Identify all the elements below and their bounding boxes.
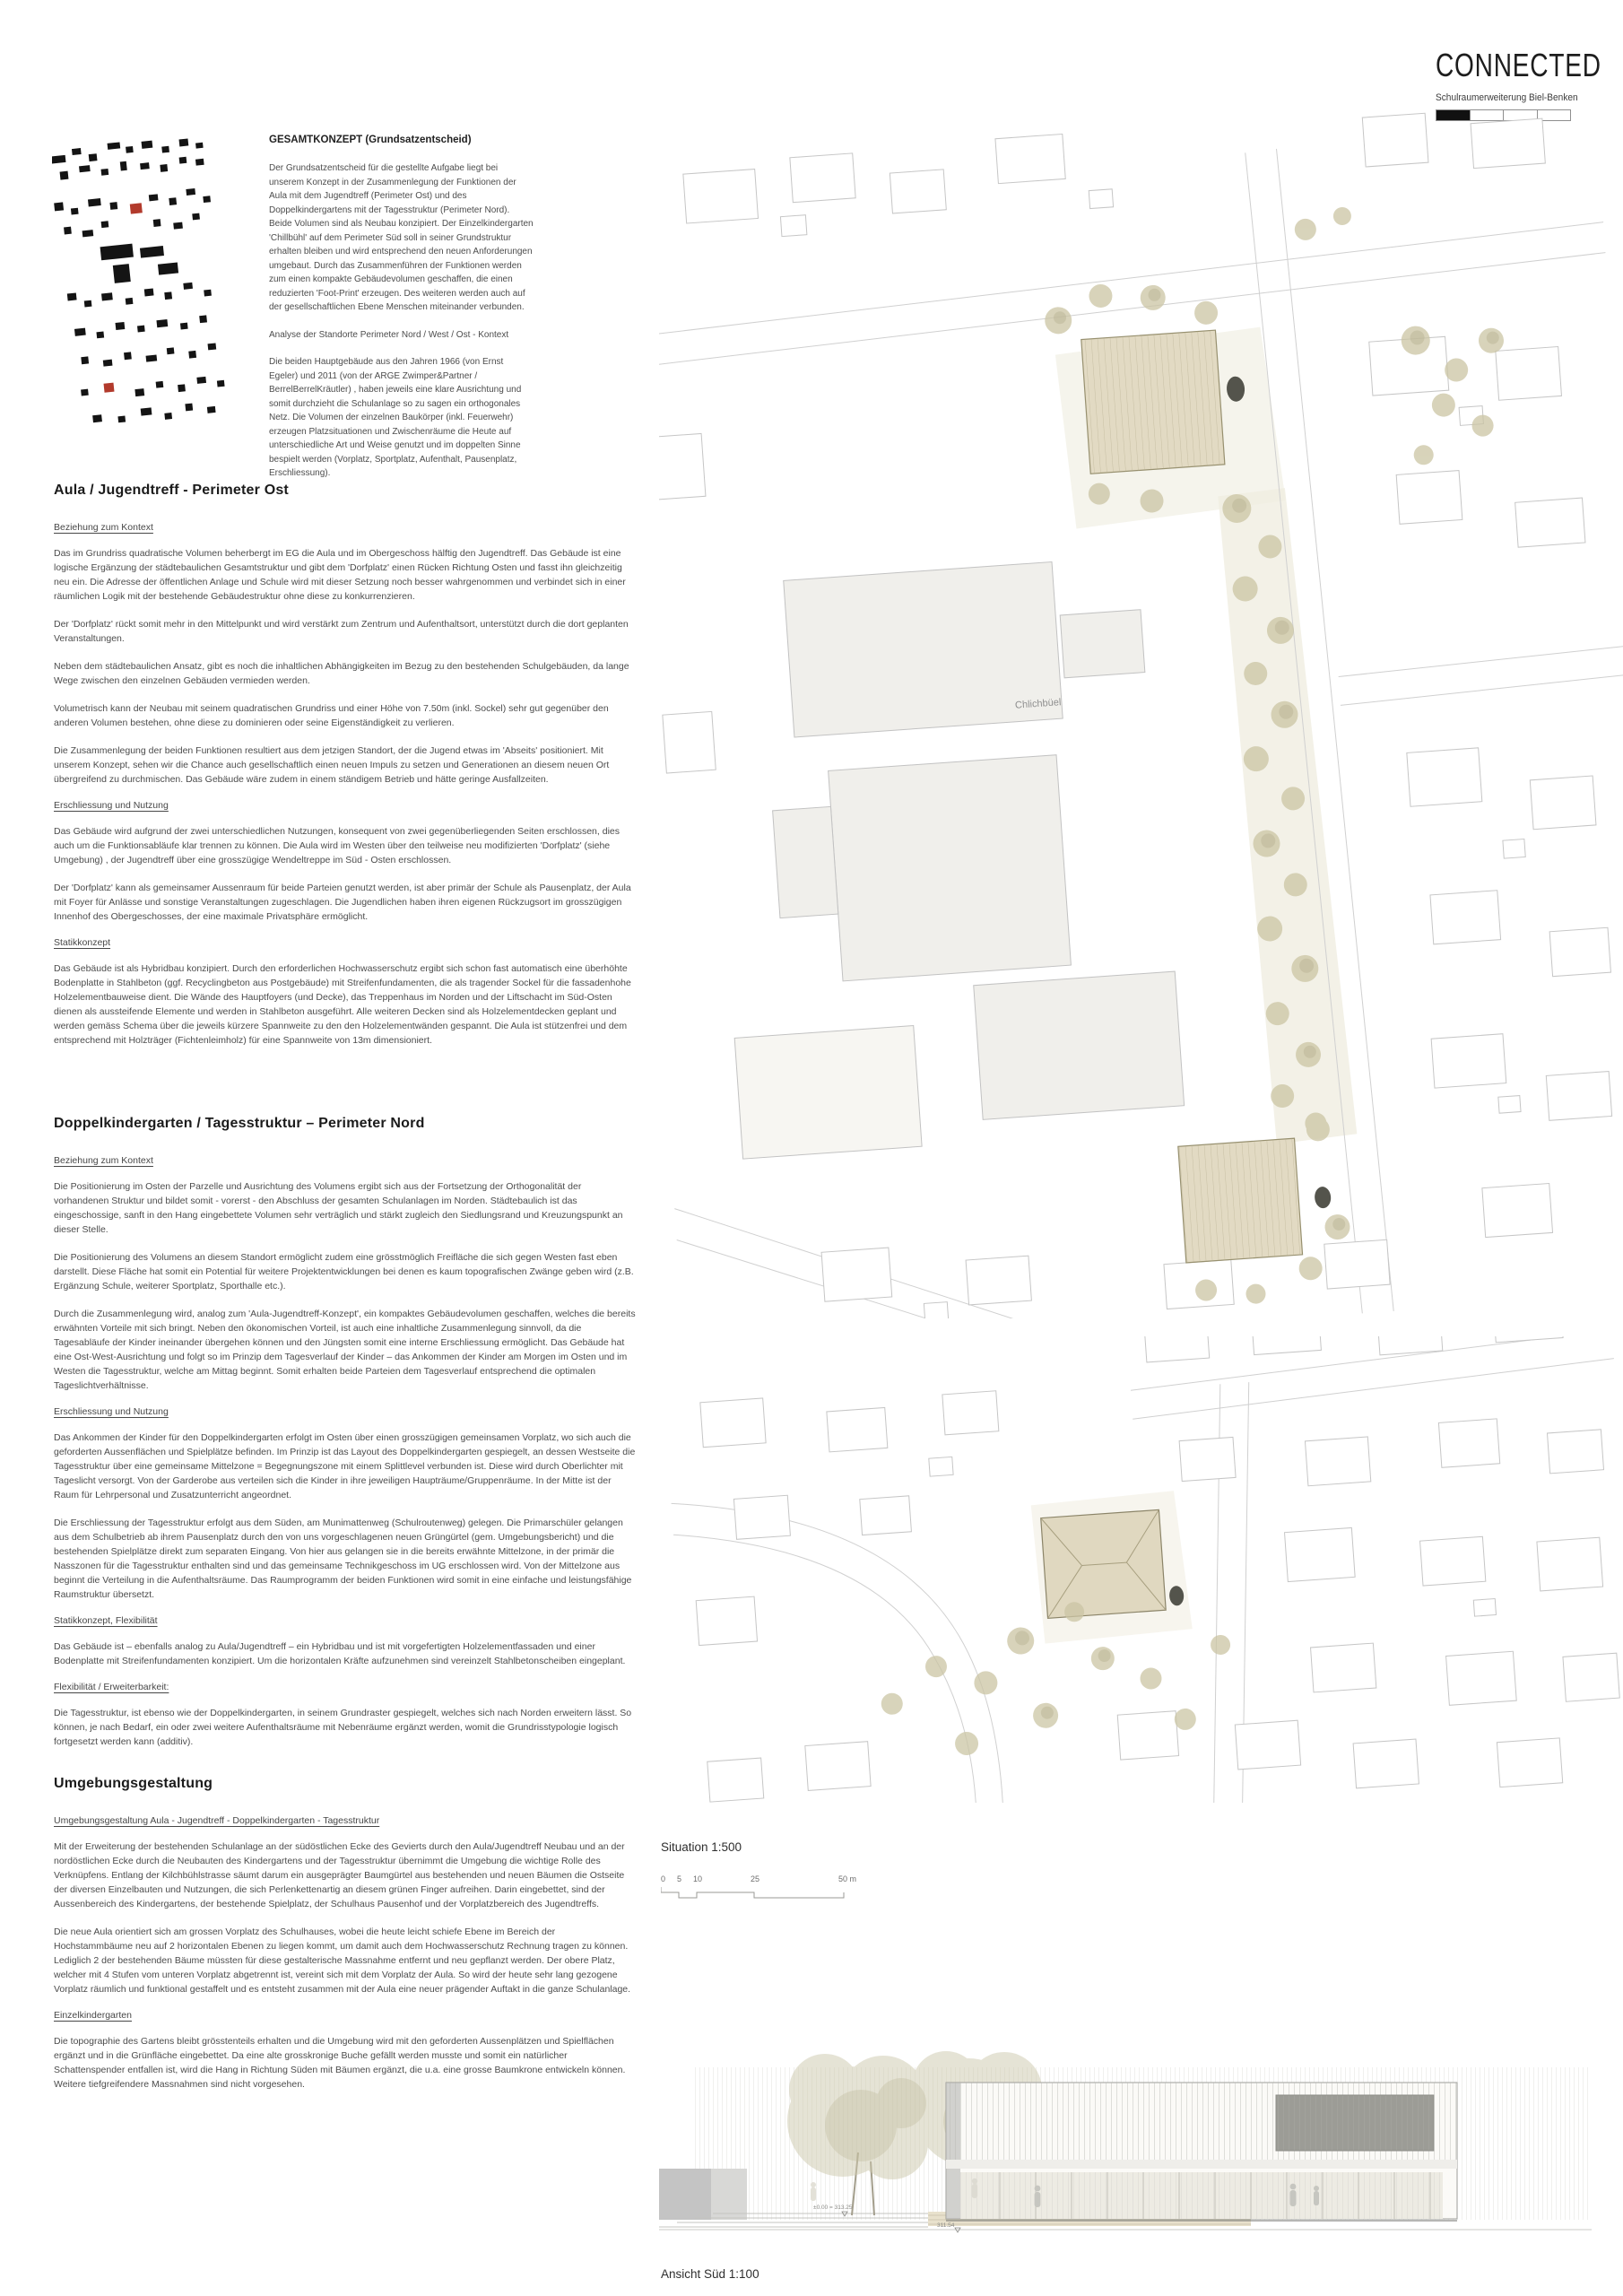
section-title: Aula / Jugendtreff - Perimeter Ost <box>54 483 289 498</box>
subsection-heading: Flexibilität / Erweiterbarkeit: <box>54 1682 169 1692</box>
paragraph: Die topographie des Gartens bleibt grösstenteils erhalten und die Umgebung wird mit den geforderten Aussenplätzen und Spielflächen ergänzt und in die Grünfläche eingebettet. Da eine alte grosskronige Buche gefällt werden musste und somit ein natürlicher Schattenspender entfallen ist, wird die Hang in Richtung Süden mit Bäumen ergänzt, die u.a. eine grosse Baumkrone entwickeln können. Weitere tiefgreifendere Massnahmen sind nicht vorgesehen. <box>54 2036 626 2090</box>
paragraph: Die beiden Hauptgebäude aus den Jahren 1966 (von Ernst Egeler) und 2011 (von der ARGE Zwimper&Partner / BerrelBerrelKräutler) , haben jeweils eine klare Ausrichtung und somit durchzieht die Schulanlage so zu sagen ein orthogonales Netz. Die Volumen der einzelnen Baukörper (inkl. Feuerwehr) erzeugen Platzsituationen und Zwischenräume die Heute auf unterschiedliche Art und Weise genutzt und im doppelten Sinne bespielt werden (Vorplatz, Sportplatz, Aufenthalt, Pausenplatz, Erschliessung). <box>269 357 522 478</box>
section-aula-jugendtreff <box>54 483 637 1061</box>
subsection-heading: Statikkonzept <box>54 937 111 948</box>
situation-caption: Situation 1:500 <box>661 1840 742 1854</box>
paragraph: Das im Grundriss quadratische Volumen beherbergt im EG die Aula und im Obergeschoss hälftig den Jugendtreff. Das Gebäude ist eine logische Ergänzung der städtebaulichen Gesamtstruktur und gibt dem 'Dorfplatz' einen Rücken Richtung Osten und fasst ihn gleichzeitig neu ein. Die Adresse der öffentlichen Anlage und Schule wird mit dieser Setzung noch besser wahrgenommen und verbindet sich in einer räumlichen Logik mit der bestehende Gebäudestruktur ohne diese zu konkurrenzieren. <box>54 548 626 602</box>
new-building-marker-north <box>130 203 143 213</box>
paragraph: Die Tagesstruktur, ist ebenso wie der Doppelkindergarten, in seinem Grundraster gespiegelt, welches sich nach Norden erweitern lässt. So können, je nach Bedarf, ein oder zwei weitere Aufenthaltsräume mit Nebenräume ergänzt werden, womit die Grundrisstypologie logisch fortgesetzt werden kann (additiv). <box>54 1708 632 1747</box>
paragraph: Analyse der Standorte Perimeter Nord / West / Ost - Kontext <box>269 329 509 340</box>
subsection-heading: Erschliessung und Nutzung <box>54 800 169 811</box>
existing-school-buildings <box>703 555 1185 1159</box>
paragraph: Das Gebäude ist – ebenfalls analog zu Aula/Jugendtreff – ein Hybridbau und ist mit vorgefertigten Holzelementfassaden und einer Bodenplatte mit Streifenfundamenten konzipiert. Um die horizontalen Kräfte aufzunehmen sind vereinzelt Stahlbetonscheiben eingeplant. <box>54 1641 626 1666</box>
subsection-heading: Erschliessung und Nutzung <box>54 1406 169 1417</box>
subsection-heading: Einzelkindergarten <box>54 2010 132 2021</box>
gesamtkonzept-paragraphs <box>269 161 534 481</box>
paragraph: Die Zusammenlegung der beiden Funktionen resultiert aus dem jetzigen Standort, der die Jugend etwas im 'Abseits' positioniert. Mit unserem Konzept, sehen wir die Chance auch gesellschaftlich einen neuen Impuls zu setzen und Generationen an diesem neuen Ort übergreifend zu durchmischen. Das Gebäude wäre zudem in einem ständigem Betrieb und hätte geringe Ausfallzeiten. <box>54 745 610 785</box>
paragraph: Die Erschliessung der Tagesstruktur erfolgt aus dem Süden, am Munimattenweg (Schulroutenweg) gelegen. Die Primarschüler gelangen aus dem Schulbetrieb ab ihrem Pausenplatz durch den von uns vorgeschlagenen neuen Grüngürtel (gem. Umgebungsbericht) und die bestehenden Spielplätze direkt zum separaten Eingang. Von hier aus gelangen sie in die bereits erwähnte Mittelzone, in der primär die Nasszonen für die Tagesstruktur enthalten sind und das gemeinsame Technikgeschoss im UG erschlossen wird. Von der Mittelzone aus beginnt die Verteilung in die Aufenthaltsräume. Das Raumprogramm der beiden Funktionen wird somit in eine einfache und leistungsfähige Raumstruktur übersetzt. <box>54 1518 632 1600</box>
upper-window <box>1276 2095 1434 2151</box>
south-elevation <box>659 2036 1623 2265</box>
situation-plan-sued <box>659 1336 1623 1803</box>
subsection-heading: Beziehung zum Kontext <box>54 522 153 533</box>
scale-bar-graphic <box>661 1885 876 1903</box>
gesamtkonzept-heading: GESAMTKONZEPT (Grundsatzentscheid) <box>269 135 472 145</box>
gesamtkonzept-block <box>269 135 534 494</box>
paragraph: Das Gebäude wird aufgrund der zwei unterschiedlichen Nutzungen, konsequent von zwei gegenüberliegenden Seiten erschlossen, dies auch um die Funktionsabläufe klar trennen zu können. Die Aula wird im Westen über den teilweise neu modifizierten 'Dorfplatz' (siehe Umgebung) , der Jugendtreff über eine grosszügige Wendeltreppe im Süd - Osten erschlossen. <box>54 826 620 865</box>
floor-band <box>946 2160 1457 2169</box>
poster-title: CONNECTED <box>1436 47 1601 83</box>
section-title: Doppelkindergarten / Tagesstruktur – Perimeter Nord <box>54 1116 425 1131</box>
paragraph: Neben dem städtebaulichen Ansatz, gibt es noch die inhaltlichen Abhängigkeiten im Bezug zu den bestehenden Schulgebäuden, da lange Wege zwischen den einzelnen Gebäuden vermieden werden. <box>54 661 629 686</box>
paragraph: Der Grundsatzentscheid für die gestellte Aufgabe liegt bei unserem Konzept in der Zusammenlegung der Funktionen der Aula mit dem Jugendtreff (Perimeter Ost) und des Doppelkindergartens mit der Tagesstruktur (Perimeter Nord). Beide Volumen sind als Neubau konzipiert. Der Einzelkindergarten 'Chillbühl' auf dem Perimeter Süd soll in seiner Grundstruktur erhalten bleiben und wird entsprechend den neuen Anforderungen umgebaut. Durch das Zusammenführen der Funktionen werden zum einen kompakte Gebäudevolumen geschaffen, die einen reduzierten 'Foot-Print' erzeugen. Des weiteren werden auch auf der gesellschaftlichen Ebene Menschen miteinander verbunden. <box>269 163 534 312</box>
lower-storey <box>960 2172 1443 2219</box>
subsection-heading: Umgebungsgestaltung Aula - Jugendtreff - Doppelkindergarten - Tagesstruktur <box>54 1815 380 1826</box>
section-doppelkindergarten <box>54 1116 637 1762</box>
svg-text:±0.00 = 313.25: ±0.00 = 313.25 <box>813 2205 853 2211</box>
paragraph: Volumetrisch kann der Neubau mit seinem quadratischen Grundriss und einer Höhe von 7.50m (inkl. Sockel) sehr gut gegenüber den anderen Volumen bestehen, ohne diese zu dominieren oder seine Eigenständigkeit zu verlieren. <box>54 703 609 728</box>
paragraph: Mit der Erweiterung der bestehenden Schulanlage an der südöstlichen Ecke des Gevierts durch den Aula/Jugendtreff Neubau und an der nordöstlichen Ecke durch die Neubauten des Kindergartens und der Tagesstruktur übernimmt die Umgebung die wichtige Rolle des Verknüpfens. Entlang der Kilchbühlstrasse säumt darum ein ausgeprägter Baumgürtel aus bestehenden und neuen Bäumen die Ostseite der diversen Einzelbauten und Nutzungen, die sich Perlenkettenartig an diesem grünen Finger aufreihen. Darin eingebettet, sind der Aussenbereich des Kindergartens, der bestehende Spielplatz, der Schulhaus Pausenhof und der Vorplatzbereich des Jugendtreffs. <box>54 1841 625 1909</box>
subsection-heading: Beziehung zum Kontext <box>54 1155 153 1166</box>
svg-text:311.54: 311.54 <box>937 2222 955 2229</box>
paragraph: Die Positionierung des Volumens an diesem Standort ermöglicht zudem eine grösstmöglich Freifläche die sich gegen Westen fast eben darstellt. Diese Fläche hat somit ein Potential für weitere Projektentwicklungen bei denen es kaum topografischen Zwänge geben wird (z.B. Ergänzung Schule, weiterer Sportplatz, Sporthalle etc.). <box>54 1252 634 1292</box>
situation-plan-main <box>659 108 1623 1318</box>
aula-building-elevation <box>946 2083 1457 2221</box>
new-building-marker-east <box>104 383 115 393</box>
scale-bar: 0 5 10 25 50 m <box>661 1874 876 1905</box>
elevation-caption: Ansicht Süd 1:100 <box>661 2267 759 2281</box>
paragraph: Die neue Aula orientiert sich am grossen Vorplatz des Schulhauses, wobei die heute leicht schiefe Ebene im Bereich der Hochstammbäume neu auf 2 horizontalen Ebenen zu liegen kommt, um damit auch dem Hochwasserschutz Rechnung tragen zu können. Lediglich 2 der bestehenden Bäume müssten für diese gestalterische Massnahme entfernt und neu gepflanzt werden. Der obere Platz, welcher mit 4 Stufen vom unteren Vorplatz abgetrennt ist, vereint sich mit dem Vorplatz der Aula. So wird der heute sehr lang gezogene Vorplatz räumlich und funktional gestaffelt und es entsteht zusammen mit der Aula eine neuer prägender Auftakt in die ganze Schulanlage. <box>54 1926 631 1995</box>
subsection-heading: Statikkonzept, Flexibilität <box>54 1615 158 1626</box>
paragraph: Der 'Dorfplatz' rückt somit mehr in den Mittelpunkt und wird verstärkt zum Zentrum und Aufenthaltsort, unterstützt durch die dort geplanten Veranstaltungen. <box>54 619 629 644</box>
new-building-east <box>1178 1136 1335 1263</box>
map-place-label: Chlichbüel <box>1014 697 1062 711</box>
existing-tree-dark <box>1314 1187 1332 1209</box>
figure-ground-map <box>52 131 244 434</box>
section-umgebungsgestaltung <box>54 1776 637 2105</box>
paragraph: Das Gebäude ist als Hybridbau konzipiert. Durch den erforderlichen Hochwasserschutz ergibt sich schon fast automatisch eine überhöhte Bodenplatte in Stahlbeton (ggf. Recyclingbeton aus Postgebäude) mit Streifenfundamenten, die als tragender Sockel für die fassadenhohe Holzelementbauweise dient. Die Wände des Hauptfoyers (und Decke), das Treppenhaus im Norden und der Liftschacht im Süd-Osten dienen als aussteifende Elemente und werden in Stahlbeton ausgeführt. Alle weiteren Decken sind als Holzelementdecken geplant und werden gemäss Schema über die jeweils kürzere Spannweite zu den den Holzelementwänden gespannt. Die Aula ist stützenfrei und dem entsprechend mit Holzträger (Fichtenleimholz) für eine Spannweite von 13m dimensioniert. <box>54 963 631 1046</box>
section-title: Umgebungsgestaltung <box>54 1776 213 1791</box>
existing-grey-building <box>659 2169 747 2220</box>
paragraph: Durch die Zusammenlegung wird, analog zum 'Aula-Jugendtreff-Konzept', ein kompaktes Gebäudevolumen geschaffen, welches die bereits erwähnten Vorteile mit sich bringt. Neben den ökonomischen Vorteil, ist auch eine inhaltliche Zusammenlegung sinnvoll, da die Tagesabläufe der Kinder ineinander übergehen können und den Jüngsten somit eine interne Erschliessung ermöglicht. Das Gebäude hat eine Ost-West-Ausrichtung und folgt so im Prinzip dem Tagesverlauf der Kinder – das Ankommen der Kinder am Morgen im Osten und im Westen die Tagesstruktur, welche am Mittag beginnt. Somit erhalten beide Parteien dem Tagesverlauf entsprechend die optimalen Tageslichtverhältnisse. <box>54 1309 636 1391</box>
paragraph: Die Positionierung im Osten der Parzelle und Ausrichtung des Volumens ergibt sich aus der Fortsetzung der Orthogonalität der vorhandenen Struktur und bildet somit - vorerst - den Abschluss der gesamten Schulanlagen im Norden. Städtebaulich ist das eingeschossige, sanft in den Hang eingebettete Volumen sehr verträglich und stärkt zugleich den Siedlungsrand und Kreuzungspunkt an dieser Stelle. <box>54 1181 623 1235</box>
poster-subtitle: Schulraumerweiterung Biel-Benken <box>1436 92 1578 103</box>
paragraph: Das Ankommen der Kinder für den Doppelkindergarten erfolgt im Osten über einen grosszügigen gemeinsamen Vorplatz, wo sich auch die geforderten Aussenflächen und Spielplätze befinden. Im Prinzip ist das Layout des Doppelkindergarten gespiegelt, an dessen Westseite die Tagesstruktur über eine gemeinsame Mittelzone = Begegnungszone mit einem Splittlevel verbunden ist. Diese wird durch Oberlichter mit Tageslicht versorgt. Von der Garderobe aus verteilen sich die Kinder in ihre jeweiligen Haupträume/Gruppenräume. In der Mitte ist der Raum für Lehrpersonal und Zusatzunterricht angeordnet. <box>54 1432 636 1500</box>
paragraph: Der 'Dorfplatz' kann als gemeinsamer Aussenraum für beide Parteien genutzt werden, ist aber primär der Schule als Pausenplatz, der Aula mit Foyer für Anlässe und sonstige Veranstaltungen zugeschlagen. Die Jugendlichen haben ihren eigenen Rückzugsort im grosszügigen Innenhof des Obergeschosses, der eine maximale Privatsphäre ermöglicht. <box>54 883 631 922</box>
